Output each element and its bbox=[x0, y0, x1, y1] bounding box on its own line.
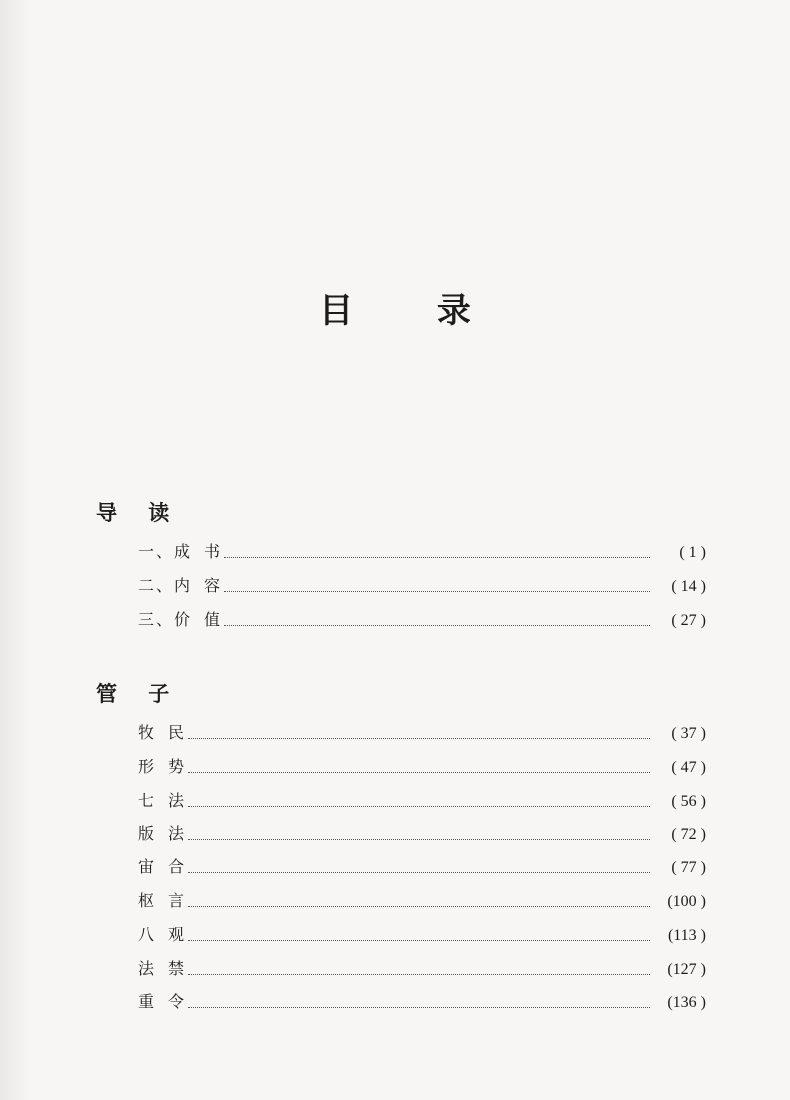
toc-entry-page: ( 14 ) bbox=[671, 578, 706, 595]
toc-entry-page: (100 ) bbox=[667, 893, 706, 910]
dot-leader bbox=[224, 556, 650, 558]
page-title: 目 录 bbox=[319, 291, 507, 331]
toc-entry[interactable] bbox=[138, 608, 706, 630]
toc-entry[interactable] bbox=[138, 574, 706, 596]
toc-entry-page: ( 77 ) bbox=[671, 859, 706, 876]
toc-entry-label: 二、内 容 bbox=[138, 576, 223, 595]
dot-leader bbox=[188, 737, 650, 739]
toc-entry-page: ( 72 ) bbox=[671, 826, 706, 843]
toc-entry-label: 法 禁 bbox=[138, 959, 187, 978]
toc-entry-label: 重 令 bbox=[138, 992, 187, 1011]
toc-entry-label: 形 势 bbox=[138, 757, 187, 776]
toc-entry[interactable] bbox=[138, 957, 706, 979]
toc-entry-label: 八 观 bbox=[138, 925, 187, 944]
dot-leader bbox=[188, 838, 650, 840]
toc-entry-label: 一、成 书 bbox=[138, 542, 223, 561]
toc-entry-label: 版 法 bbox=[138, 824, 187, 843]
toc-entry[interactable] bbox=[138, 822, 706, 844]
dot-leader bbox=[188, 771, 650, 773]
dot-leader bbox=[188, 1006, 650, 1008]
toc-entry-page: (136 ) bbox=[667, 994, 706, 1011]
toc-entry-label: 七 法 bbox=[138, 791, 187, 810]
dot-leader bbox=[188, 973, 650, 975]
toc-entry[interactable] bbox=[138, 721, 706, 743]
section-heading-guanzi: 管 子 bbox=[96, 682, 182, 706]
toc-entry-page: ( 47 ) bbox=[671, 759, 706, 776]
dot-leader bbox=[188, 805, 650, 807]
dot-leader bbox=[188, 871, 650, 873]
toc-entry-label: 牧 民 bbox=[138, 723, 187, 742]
toc-entry-page: ( 1 ) bbox=[679, 544, 706, 561]
toc-entry-label: 枢 言 bbox=[138, 891, 187, 910]
section-heading-daodu: 导 读 bbox=[96, 501, 182, 525]
toc-entry-page: (113 ) bbox=[667, 927, 706, 944]
page-edge-shadow bbox=[0, 0, 30, 1100]
dot-leader bbox=[188, 905, 650, 907]
toc-entry[interactable] bbox=[138, 889, 706, 911]
toc-entry-page: ( 27 ) bbox=[671, 612, 706, 629]
toc-entry[interactable] bbox=[138, 923, 706, 945]
toc-entry-page: ( 37 ) bbox=[671, 725, 706, 742]
toc-entry-label: 三、价 值 bbox=[138, 610, 223, 629]
toc-entry-label: 宙 合 bbox=[138, 857, 187, 876]
dot-leader bbox=[224, 624, 650, 626]
dot-leader bbox=[224, 590, 650, 592]
toc-entry-page: ( 56 ) bbox=[671, 793, 706, 810]
toc-entry[interactable] bbox=[138, 789, 706, 811]
toc-entry[interactable] bbox=[138, 540, 706, 562]
dot-leader bbox=[188, 939, 650, 941]
toc-entry[interactable] bbox=[138, 755, 706, 777]
toc-entry-page: (127 ) bbox=[667, 961, 706, 978]
toc-entry[interactable] bbox=[138, 990, 706, 1012]
toc-entry[interactable] bbox=[138, 855, 706, 877]
